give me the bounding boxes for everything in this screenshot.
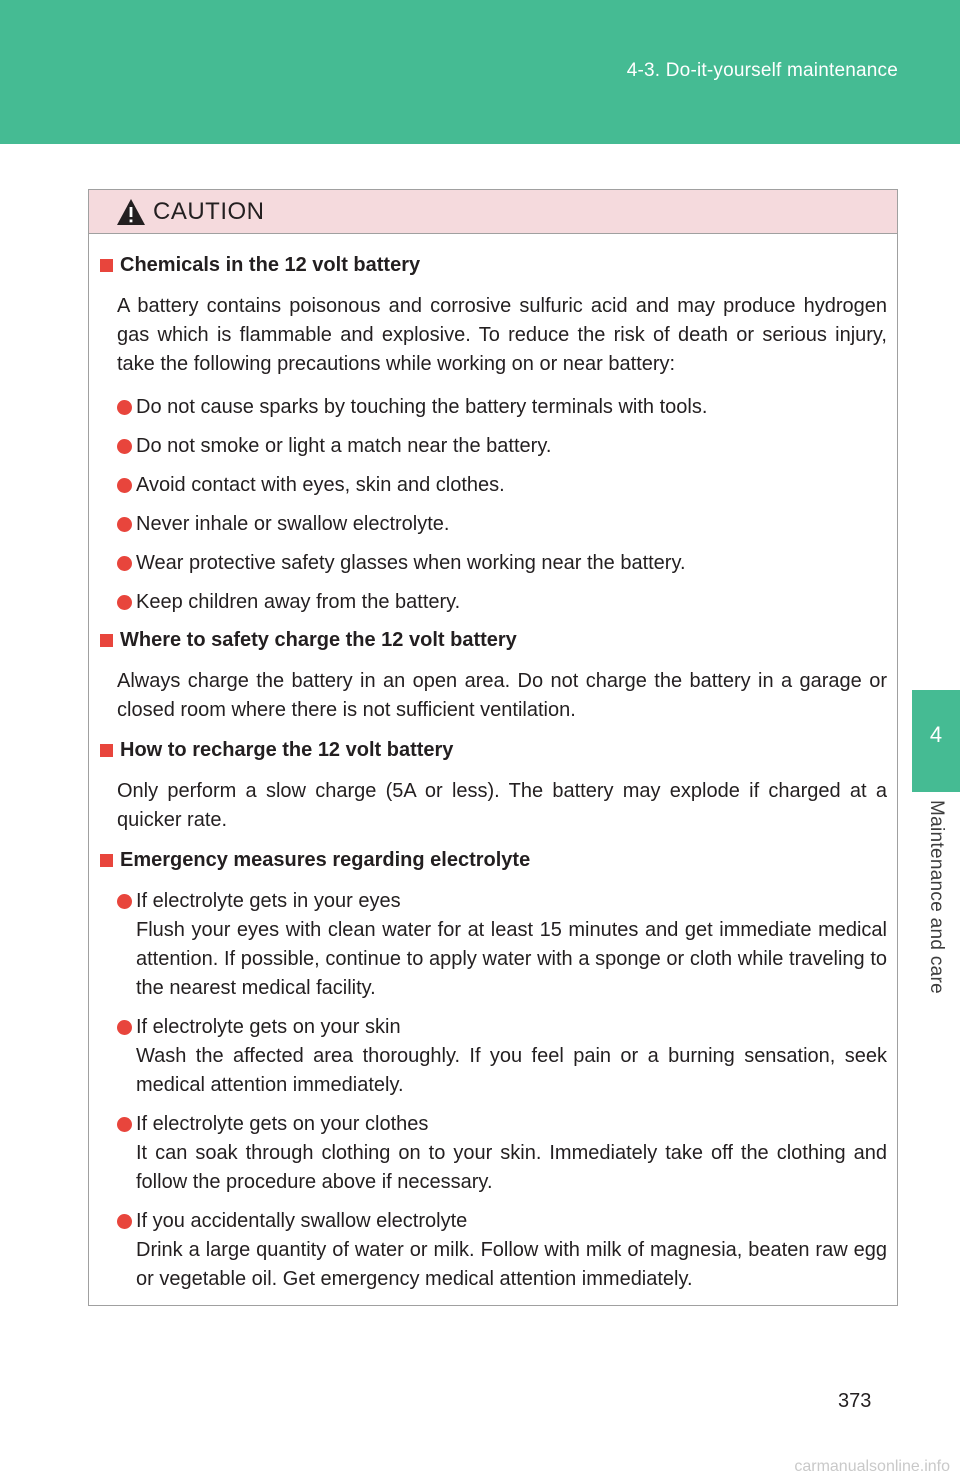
section-heading-text: Where to safety charge the 12 volt battery [120, 629, 517, 651]
list-item-text: Never inhale or swallow electrolyte. [136, 513, 450, 535]
section-heading-text: How to recharge the 12 volt battery [120, 739, 454, 761]
list-item-detail: It can soak through clothing on to your skin. Immediately take off the clothing and follow the procedure above if necessary. [136, 1142, 887, 1193]
section-title: 4-3. Do-it-yourself maintenance [626, 60, 898, 81]
circle-bullet-icon [117, 400, 132, 415]
watermark: carmanualsonline.info [794, 1458, 950, 1475]
list-item-title: If electrolyte gets on your skin [136, 1016, 401, 1038]
circle-bullet-icon [117, 439, 132, 454]
square-bullet-icon [100, 634, 113, 647]
list-item-detail: Wash the affected area thoroughly. If you feel pain or a burning sensation, seek medical attention immediately. [136, 1045, 887, 1096]
list-item [97, 432, 887, 461]
list-item [97, 1110, 887, 1197]
section-paragraph: A battery contains poisonous and corrosive sulfuric acid and may produce hydrogen gas which is flammable and explosive. To reduce the risk of death or serious injury, take the following precautions while working on or near battery: [117, 295, 887, 375]
chapter-tab [912, 690, 960, 792]
circle-bullet-icon [117, 1117, 132, 1132]
page-header [0, 0, 960, 144]
section-heading-text: Emergency measures regarding electrolyte [120, 849, 531, 871]
circle-bullet-icon [117, 894, 132, 909]
list-item-title: If electrolyte gets in your eyes [136, 890, 401, 912]
caution-body [89, 234, 897, 1294]
list-item-title: If you accidentally swallow electrolyte [136, 1210, 468, 1232]
list-item [97, 1207, 887, 1294]
section-heading [97, 254, 887, 276]
chapter-number: 4 [929, 722, 943, 747]
list-item [97, 1013, 887, 1100]
caution-header [89, 190, 897, 234]
square-bullet-icon [100, 744, 113, 757]
page-number: 373 [838, 1390, 872, 1412]
section-paragraph: Always charge the battery in an open area. Do not charge the battery in a garage or closed room where there is not sufficient ventilation. [117, 670, 887, 721]
circle-bullet-icon [117, 556, 132, 571]
list-item-text: Wear protective safety glasses when working near the battery. [136, 552, 686, 574]
list-item [97, 471, 887, 500]
section-heading [97, 629, 887, 651]
section-heading-text: Chemicals in the 12 volt battery [120, 254, 421, 276]
list-item-text: Do not cause sparks by touching the battery terminals with tools. [136, 396, 708, 418]
caution-box [88, 189, 898, 1306]
circle-bullet-icon [117, 1214, 132, 1229]
list-item [97, 549, 887, 578]
section-heading [97, 849, 887, 871]
list-item-text: Keep children away from the battery. [136, 591, 461, 613]
list-item [97, 588, 887, 617]
square-bullet-icon [100, 259, 113, 272]
square-bullet-icon [100, 854, 113, 867]
warning-triangle-icon [115, 197, 147, 227]
list-item [97, 393, 887, 422]
circle-bullet-icon [117, 478, 132, 493]
list-item-detail: Flush your eyes with clean water for at least 15 minutes and get immediate medical attention. If possible, continue to apply water with a sponge or cloth while traveling to the nearest medical facility. [136, 919, 887, 999]
list-item-text: Avoid contact with eyes, skin and clothes. [136, 474, 505, 496]
circle-bullet-icon [117, 1020, 132, 1035]
list-item-title: If electrolyte gets on your clothes [136, 1113, 429, 1135]
list-item-text: Do not smoke or light a match near the battery. [136, 435, 552, 457]
chapter-label: Maintenance and care [926, 800, 947, 995]
list-item [97, 887, 887, 1003]
circle-bullet-icon [117, 595, 132, 610]
section-paragraph: Only perform a slow charge (5A or less). The battery may explode if charged at a quicker rate. [117, 780, 887, 831]
section-heading [97, 739, 887, 761]
list-item [97, 510, 887, 539]
list-item-detail: Drink a large quantity of water or milk. Follow with milk of magnesia, beaten raw egg or vegetable oil. Get emergency medical attention immediately. [136, 1239, 887, 1290]
circle-bullet-icon [117, 517, 132, 532]
caution-title: CAUTION [153, 197, 265, 225]
